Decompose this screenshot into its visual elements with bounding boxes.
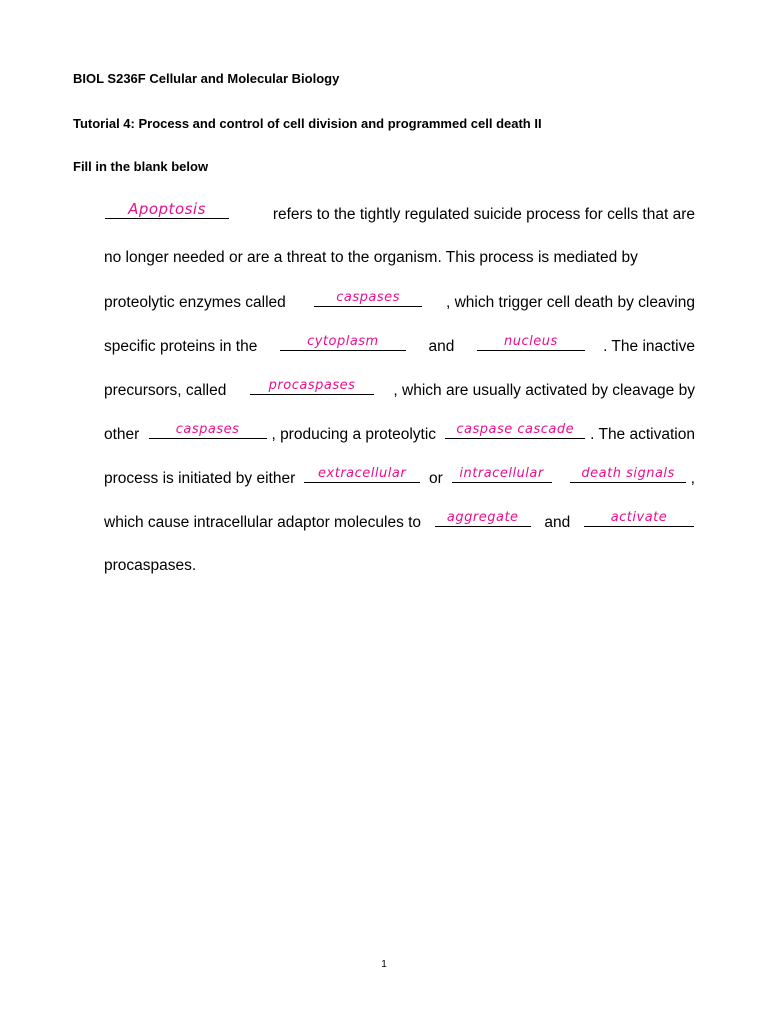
paragraph-text: and: [424, 338, 459, 355]
handwritten-answer: intracellular: [459, 466, 544, 481]
paragraph-text: . The activation: [590, 426, 695, 443]
answer-blank-4[interactable]: [477, 333, 585, 351]
paragraph-text: process is initiated by either: [104, 470, 300, 487]
paragraph-line-7: [104, 465, 695, 491]
paragraph-line-2: [104, 245, 695, 271]
paragraph-text: and: [540, 514, 575, 531]
handwritten-answer: death signals: [581, 466, 675, 481]
paragraph-text: proteolytic enzymes called: [104, 294, 291, 311]
paragraph-text: no longer needed or are a threat to the organism. This process is mediated by: [104, 249, 638, 266]
answer-blank-1[interactable]: [105, 201, 229, 219]
handwritten-answer: caspase cascade: [456, 422, 575, 437]
handwritten-answer: nucleus: [503, 334, 558, 349]
paragraph-text: precursors, called: [104, 382, 231, 399]
tutorial-title: Tutorial 4: Process and control of cell division and programmed cell death II: [73, 116, 542, 131]
paragraph-text: , which are usually activated by cleavage by: [393, 382, 695, 399]
answer-blank-11[interactable]: [435, 509, 531, 527]
paragraph-line-1: [104, 201, 695, 227]
handwritten-answer: aggregate: [446, 510, 519, 525]
page-number: 1: [381, 959, 387, 970]
handwritten-answer: caspases: [175, 422, 240, 437]
paragraph-line-8: [104, 509, 695, 535]
paragraph-line-3: [104, 289, 695, 315]
course-title: BIOL S236F Cellular and Molecular Biology: [73, 71, 340, 86]
paragraph-text: . The inactive: [603, 338, 695, 355]
answer-blank-12[interactable]: [584, 509, 694, 527]
answer-blank-6[interactable]: [149, 421, 267, 439]
paragraph-text: ,: [690, 470, 695, 487]
paragraph-text: refers to the tightly regulated suicide process for cells that are: [268, 206, 695, 223]
paragraph-text: which cause intracellular adaptor molecules to: [104, 514, 426, 531]
handwritten-answer: Apoptosis: [128, 200, 206, 218]
paragraph-line-9: [104, 553, 695, 579]
answer-blank-8[interactable]: [304, 465, 420, 483]
answer-blank-7[interactable]: [445, 421, 585, 439]
handwritten-answer: caspases: [336, 290, 400, 305]
paragraph-line-4: [104, 333, 695, 359]
paragraph-text: procaspases.: [104, 557, 197, 574]
answer-blank-10[interactable]: [570, 465, 686, 483]
answer-blank-3[interactable]: [280, 333, 406, 351]
handwritten-answer: cytoplasm: [307, 334, 379, 349]
answer-blank-9[interactable]: [452, 465, 552, 483]
paragraph-text: , which trigger cell death by cleaving: [446, 294, 695, 311]
handwritten-answer: activate: [610, 510, 668, 525]
answer-blank-2[interactable]: [314, 289, 422, 307]
handwritten-answer: extracellular: [318, 466, 407, 481]
paragraph-text: , producing a proteolytic: [271, 426, 441, 443]
paragraph-text: specific proteins in the: [104, 338, 262, 355]
paragraph-text: or: [424, 470, 448, 487]
instruction-text: Fill in the blank below: [73, 159, 209, 174]
paragraph-line-6: [104, 421, 695, 447]
paragraph-line-5: [104, 377, 695, 403]
handwritten-answer: procaspases: [268, 378, 356, 393]
answer-blank-5[interactable]: [250, 377, 374, 395]
paragraph-text: other: [104, 426, 144, 443]
